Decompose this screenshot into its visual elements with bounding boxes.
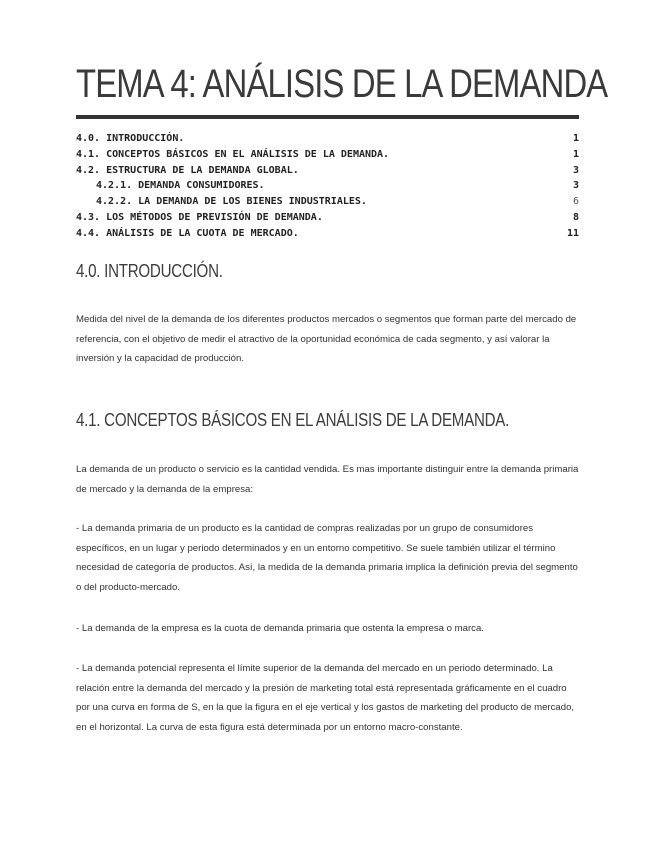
toc-entry[interactable] (76, 226, 579, 242)
paragraph: - La demanda potencial representa el límite superior de la demanda del mercado en un periodo determinado. La relación entre la demanda del mercado y la presión de marketing total está representada gráficamente en el cuadro por una curva en forma de S, en la que la figura en el eje vertical y los gastos de marketing del producto de mercado, en el horizontal. La curva de esta figura está determinada por un entorno macro-constante. (76, 663, 575, 733)
toc-entry-page: 8 (572, 211, 579, 223)
paragraph: - La demanda de la empresa es la cuota de demanda primaria que ostenta la empresa o marca. (76, 623, 484, 634)
toc-entry-label: 4.1. CONCEPTOS BÁSICOS EN EL ANÁLISIS DE LA DEMANDA. (76, 148, 390, 160)
paragraph: - La demanda primaria de un producto es la cantidad de compras realizadas por un grupo de consumidores específicos, en un lugar y periodo determinados y en un entorno competitivo. Se suele también utilizar el término necesidad de categoría de productos. Así, la medida de la demanda primaria implica la definición previa del segmento o del producto-mercado. (76, 523, 578, 593)
section-heading-conceptos-basicos: 4.1. CONCEPTOS BÁSICOS EN EL ANÁLISIS DE LA DEMANDA. (76, 410, 510, 430)
toc-entry-page: 1 (572, 148, 579, 160)
toc-subentry[interactable] (76, 194, 579, 210)
toc-entry-label: 4.2.2. LA DEMANDA DE LOS BIENES INDUSTRIALES. (96, 196, 367, 208)
toc-entry-page: 1 (572, 133, 579, 144)
toc-entry[interactable] (76, 131, 579, 147)
document-title: TEMA 4: ANÁLISIS DE LA DEMANDA (76, 62, 608, 106)
toc-entry[interactable] (76, 163, 579, 179)
toc-entry-label: 4.2.1. DEMANDA CONSUMIDORES. (96, 180, 265, 192)
title-divider (76, 115, 579, 119)
paragraph: La demanda de un producto o servicio es la cantidad vendida. Es mas importante distinguir entre la demanda primaria de mercado y la demanda de la empresa: (76, 464, 579, 495)
toc-entry[interactable] (76, 147, 579, 163)
toc-entry-page: 3 (572, 180, 579, 192)
section-heading-introduccion: 4.0. INTRODUCCIÓN. (76, 261, 223, 281)
toc-entry-page: 3 (572, 164, 579, 176)
toc-entry-label: 4.2. ESTRUCTURA DE LA DEMANDA GLOBAL. (76, 164, 299, 176)
toc-entry-page: 11 (566, 227, 579, 239)
toc-entry-label: 4.0. INTRODUCCIÓN. (76, 133, 185, 144)
toc-subentry[interactable] (76, 178, 579, 194)
paragraph: Medida del nivel de la demanda de los diferentes productos mercados o segmentos que forman parte del mercado de referencia, con el objetivo de medir el atractivo de la oportunidad económica de cada segmento, y así valorar la inversión y la capacidad de producción. (76, 314, 577, 364)
table-of-contents (76, 131, 579, 242)
toc-entry-page: 6 (572, 196, 579, 208)
toc-entry-label: 4.4. ANÁLISIS DE LA CUOTA DE MERCADO. (76, 227, 299, 239)
toc-entry[interactable] (76, 210, 579, 226)
toc-entry-label: 4.3. LOS MÉTODOS DE PREVISIÓN DE DEMANDA. (76, 211, 323, 223)
